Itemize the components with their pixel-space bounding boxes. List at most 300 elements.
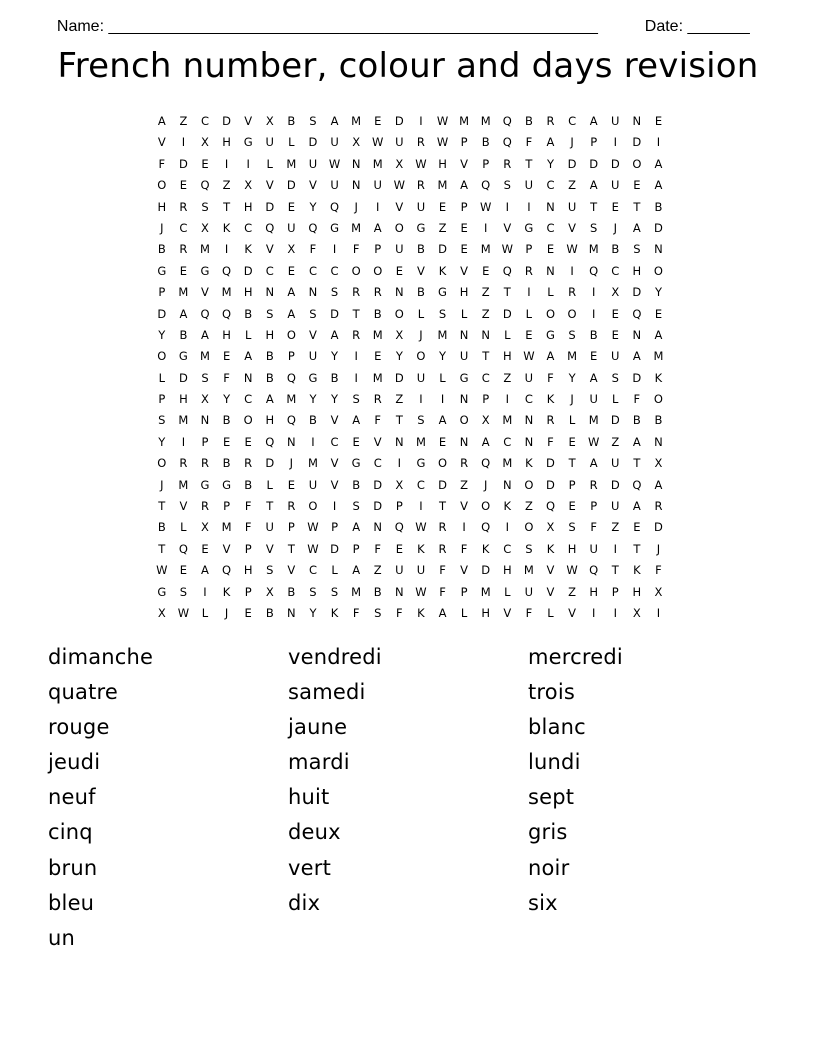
grid-letter[interactable]: R <box>287 499 296 514</box>
grid-letter[interactable]: I <box>570 263 574 278</box>
grid-letter[interactable]: U <box>611 499 620 514</box>
grid-letter[interactable]: V <box>309 327 317 342</box>
grid-letter[interactable]: N <box>632 114 642 128</box>
grid-letter[interactable]: X <box>632 605 641 620</box>
grid-letter[interactable]: V <box>309 178 317 193</box>
grid-letter[interactable]: Q <box>481 456 491 471</box>
grid-letter[interactable]: S <box>330 285 339 300</box>
grid-letter[interactable]: V <box>568 220 577 235</box>
grid-letter[interactable]: A <box>632 349 641 364</box>
grid-letter[interactable]: E <box>611 199 619 214</box>
grid-letter[interactable]: E <box>546 242 555 257</box>
grid-letter[interactable]: B <box>589 327 598 342</box>
grid-letter[interactable]: S <box>438 306 447 321</box>
grid-letter[interactable]: N <box>481 327 490 342</box>
grid-letter[interactable]: F <box>547 370 554 385</box>
grid-letter[interactable]: V <box>503 605 512 620</box>
grid-letter[interactable]: R <box>352 327 361 342</box>
grid-letter[interactable]: A <box>157 114 166 128</box>
grid-letter[interactable]: M <box>437 178 448 193</box>
grid-letter[interactable]: G <box>416 456 426 471</box>
grid-letter[interactable]: Q <box>200 306 210 321</box>
grid-letter[interactable]: T <box>633 199 641 214</box>
grid-letter[interactable]: N <box>459 392 469 407</box>
grid-letter[interactable]: E <box>633 520 641 535</box>
grid-letter[interactable]: E <box>654 114 663 128</box>
grid-letter[interactable]: S <box>201 199 209 214</box>
grid-letter[interactable]: X <box>395 477 404 492</box>
grid-letter[interactable]: G <box>157 263 167 278</box>
name-field[interactable]: _______________________________________________________ <box>108 18 598 35</box>
grid-letter[interactable]: Y <box>309 605 317 620</box>
grid-letter[interactable]: F <box>244 520 252 535</box>
grid-letter[interactable]: W <box>436 135 449 150</box>
grid-letter[interactable]: D <box>265 199 275 214</box>
grid-letter[interactable]: T <box>158 541 166 556</box>
grid-letter[interactable]: H <box>481 605 491 620</box>
grid-letter[interactable]: N <box>502 477 512 492</box>
grid-letter[interactable]: B <box>373 306 382 321</box>
grid-letter[interactable]: L <box>568 413 576 428</box>
grid-letter[interactable]: Y <box>309 199 317 214</box>
grid-letter[interactable]: Q <box>286 370 296 385</box>
grid-letter[interactable]: M <box>588 413 599 428</box>
grid-letter[interactable]: F <box>374 541 382 556</box>
grid-letter[interactable]: I <box>246 156 250 171</box>
grid-letter[interactable]: H <box>567 541 577 556</box>
grid-letter[interactable]: H <box>243 563 253 578</box>
grid-letter[interactable]: W <box>501 242 513 257</box>
grid-letter[interactable]: W <box>480 199 492 214</box>
grid-letter[interactable]: B <box>481 135 490 150</box>
grid-letter[interactable]: R <box>179 242 188 257</box>
grid-letter[interactable]: V <box>201 285 209 300</box>
grid-letter[interactable]: Y <box>395 349 403 364</box>
grid-letter[interactable]: V <box>503 220 512 235</box>
grid-letter[interactable]: I <box>419 114 423 128</box>
grid-letter[interactable]: U <box>524 584 534 599</box>
grid-letter[interactable]: D <box>589 156 599 171</box>
grid-letter[interactable]: I <box>591 306 596 321</box>
grid-letter[interactable]: F <box>590 520 597 535</box>
grid-letter[interactable]: U <box>308 477 318 492</box>
grid-letter[interactable]: S <box>266 563 274 578</box>
grid-letter[interactable]: P <box>244 584 252 599</box>
grid-letter[interactable]: U <box>611 114 620 128</box>
grid-letter[interactable]: F <box>244 499 252 514</box>
grid-letter[interactable]: B <box>265 605 274 620</box>
grid-letter[interactable]: C <box>503 541 512 556</box>
grid-letter[interactable]: M <box>351 220 362 235</box>
grid-letter[interactable]: B <box>352 477 361 492</box>
grid-letter[interactable]: R <box>179 456 188 471</box>
grid-letter[interactable]: U <box>265 520 274 535</box>
grid-letter[interactable]: K <box>222 584 231 599</box>
grid-letter[interactable]: X <box>244 178 253 193</box>
grid-letter[interactable]: O <box>286 327 296 342</box>
grid-letter[interactable]: M <box>502 413 513 428</box>
grid-letter[interactable]: Q <box>308 220 318 235</box>
grid-letter[interactable]: Q <box>394 520 404 535</box>
grid-letter[interactable]: N <box>459 434 469 449</box>
grid-letter[interactable]: N <box>632 327 642 342</box>
grid-letter[interactable]: P <box>568 477 576 492</box>
grid-letter[interactable]: B <box>416 285 425 300</box>
grid-letter[interactable]: A <box>373 220 382 235</box>
grid-letter[interactable]: A <box>481 434 490 449</box>
grid-letter[interactable]: I <box>462 520 466 535</box>
grid-letter[interactable]: I <box>354 349 358 364</box>
grid-letter[interactable]: C <box>244 220 253 235</box>
grid-letter[interactable]: F <box>352 605 360 620</box>
grid-letter[interactable]: L <box>460 605 468 620</box>
grid-letter[interactable]: J <box>570 135 574 150</box>
grid-letter[interactable]: V <box>330 477 339 492</box>
grid-letter[interactable]: D <box>373 499 383 514</box>
grid-letter[interactable]: D <box>567 156 577 171</box>
grid-letter[interactable]: K <box>438 263 447 278</box>
grid-letter[interactable]: D <box>654 220 663 235</box>
grid-letter[interactable]: N <box>200 413 210 428</box>
grid-letter[interactable]: L <box>266 477 273 492</box>
grid-letter[interactable]: C <box>546 178 555 193</box>
grid-letter[interactable]: H <box>502 563 512 578</box>
grid-letter[interactable]: F <box>374 413 382 428</box>
grid-letter[interactable]: L <box>288 135 295 150</box>
grid-letter[interactable]: O <box>394 220 404 235</box>
grid-letter[interactable]: H <box>632 584 642 599</box>
grid-letter[interactable]: D <box>610 156 620 171</box>
grid-letter[interactable]: R <box>373 285 382 300</box>
grid-letter[interactable]: B <box>244 306 253 321</box>
grid-letter[interactable]: C <box>330 434 339 449</box>
grid-letter[interactable]: E <box>482 263 490 278</box>
grid-letter[interactable]: A <box>632 499 641 514</box>
grid-letter[interactable]: I <box>376 199 380 214</box>
grid-letter[interactable]: D <box>178 156 188 171</box>
grid-letter[interactable]: C <box>611 263 620 278</box>
grid-letter[interactable]: N <box>351 178 361 193</box>
grid-letter[interactable]: F <box>223 370 230 385</box>
grid-letter[interactable]: X <box>157 605 166 620</box>
grid-letter[interactable]: S <box>568 327 576 342</box>
grid-letter[interactable]: S <box>309 584 317 599</box>
grid-letter[interactable]: H <box>632 263 642 278</box>
grid-letter[interactable]: R <box>524 263 533 278</box>
grid-letter[interactable]: U <box>373 178 382 193</box>
grid-letter[interactable]: M <box>567 349 578 364</box>
grid-letter[interactable]: D <box>330 306 339 321</box>
grid-letter[interactable]: U <box>589 541 598 556</box>
grid-letter[interactable]: B <box>287 584 296 599</box>
grid-letter[interactable]: U <box>330 135 339 150</box>
grid-letter[interactable]: A <box>654 327 663 342</box>
grid-letter[interactable]: Q <box>222 306 232 321</box>
grid-letter[interactable]: I <box>440 392 445 407</box>
grid-letter[interactable]: I <box>311 434 315 449</box>
grid-letter[interactable]: U <box>459 349 469 364</box>
grid-letter[interactable]: T <box>633 456 641 471</box>
grid-letter[interactable]: U <box>395 563 404 578</box>
grid-letter[interactable]: I <box>656 605 661 620</box>
grid-letter[interactable]: F <box>633 392 641 407</box>
grid-letter[interactable]: O <box>632 156 642 171</box>
grid-letter[interactable]: E <box>374 114 382 128</box>
grid-letter[interactable]: V <box>460 263 469 278</box>
grid-letter[interactable]: C <box>308 263 317 278</box>
grid-letter[interactable]: U <box>611 178 620 193</box>
grid-letter[interactable]: Y <box>158 434 166 449</box>
grid-letter[interactable]: U <box>395 242 404 257</box>
grid-letter[interactable]: Q <box>265 220 275 235</box>
grid-letter[interactable]: H <box>222 135 231 150</box>
grid-letter[interactable]: H <box>265 413 275 428</box>
grid-letter[interactable]: H <box>459 285 469 300</box>
grid-letter[interactable]: R <box>438 541 447 556</box>
grid-letter[interactable]: D <box>546 477 555 492</box>
grid-letter[interactable]: O <box>394 306 404 321</box>
grid-letter[interactable]: O <box>524 477 534 492</box>
grid-letter[interactable]: A <box>589 178 598 193</box>
grid-letter[interactable]: Q <box>481 178 491 193</box>
grid-letter[interactable]: Z <box>611 520 620 535</box>
grid-letter[interactable]: E <box>590 349 598 364</box>
grid-letter[interactable]: S <box>611 370 619 385</box>
grid-letter[interactable]: V <box>265 242 274 257</box>
grid-letter[interactable]: U <box>589 392 598 407</box>
grid-letter[interactable]: M <box>372 370 383 385</box>
grid-letter[interactable]: I <box>484 220 488 235</box>
grid-letter[interactable]: K <box>633 563 641 578</box>
grid-letter[interactable]: G <box>416 220 426 235</box>
grid-letter[interactable]: U <box>308 156 318 171</box>
grid-letter[interactable]: R <box>503 156 512 171</box>
grid-letter[interactable]: D <box>373 477 383 492</box>
grid-letter[interactable]: X <box>654 584 663 599</box>
grid-letter[interactable]: W <box>436 114 449 128</box>
grid-letter[interactable]: P <box>158 392 166 407</box>
grid-letter[interactable]: U <box>265 135 274 150</box>
grid-letter[interactable]: N <box>524 434 534 449</box>
grid-letter[interactable]: W <box>177 605 190 620</box>
grid-letter[interactable]: E <box>438 434 447 449</box>
grid-letter[interactable]: R <box>352 285 361 300</box>
grid-letter[interactable]: H <box>179 392 188 407</box>
grid-letter[interactable]: M <box>351 584 362 599</box>
grid-letter[interactable]: P <box>331 520 339 535</box>
grid-letter[interactable]: Y <box>568 370 576 385</box>
grid-letter[interactable]: B <box>157 520 166 535</box>
grid-letter[interactable]: U <box>567 199 577 214</box>
grid-letter[interactable]: V <box>157 135 166 150</box>
grid-letter[interactable]: D <box>610 477 620 492</box>
grid-letter[interactable]: Q <box>589 563 599 578</box>
grid-letter[interactable]: I <box>181 434 186 449</box>
grid-letter[interactable]: R <box>200 456 209 471</box>
grid-letter[interactable]: O <box>351 263 361 278</box>
grid-letter[interactable]: T <box>352 306 360 321</box>
grid-letter[interactable]: K <box>222 220 231 235</box>
grid-letter[interactable]: G <box>351 456 361 471</box>
grid-letter[interactable]: E <box>179 563 188 578</box>
grid-letter[interactable]: M <box>653 349 664 364</box>
grid-letter[interactable]: W <box>307 541 319 556</box>
grid-letter[interactable]: L <box>525 306 533 321</box>
grid-letter[interactable]: A <box>201 563 209 578</box>
grid-letter[interactable]: T <box>611 563 619 578</box>
grid-letter[interactable]: N <box>395 285 404 300</box>
grid-letter[interactable]: Z <box>373 563 382 578</box>
grid-letter[interactable]: A <box>654 178 663 193</box>
grid-letter[interactable]: Z <box>481 306 490 321</box>
grid-letter[interactable]: Q <box>200 178 210 193</box>
grid-letter[interactable]: Y <box>654 285 662 300</box>
grid-letter[interactable]: R <box>373 392 382 407</box>
grid-letter[interactable]: I <box>591 605 596 620</box>
grid-letter[interactable]: M <box>351 114 362 128</box>
grid-letter[interactable]: E <box>611 306 619 321</box>
grid-letter[interactable]: L <box>331 563 338 578</box>
grid-letter[interactable]: D <box>265 456 275 471</box>
grid-letter[interactable]: L <box>439 370 446 385</box>
grid-letter[interactable]: N <box>351 156 361 171</box>
grid-letter[interactable]: A <box>589 456 598 471</box>
grid-letter[interactable]: V <box>460 563 469 578</box>
grid-letter[interactable]: V <box>395 199 404 214</box>
grid-letter[interactable]: L <box>504 584 511 599</box>
grid-letter[interactable]: O <box>157 178 167 193</box>
grid-letter[interactable]: U <box>611 456 620 471</box>
grid-letter[interactable]: N <box>524 413 534 428</box>
grid-letter[interactable]: S <box>374 605 382 620</box>
grid-letter[interactable]: U <box>395 135 404 150</box>
grid-letter[interactable]: E <box>287 199 295 214</box>
grid-letter[interactable]: N <box>265 285 275 300</box>
grid-letter[interactable]: C <box>481 370 490 385</box>
grid-letter[interactable]: E <box>179 178 188 193</box>
grid-letter[interactable]: K <box>481 541 490 556</box>
grid-letter[interactable]: W <box>566 563 578 578</box>
grid-letter[interactable]: U <box>330 178 339 193</box>
grid-letter[interactable]: C <box>503 434 512 449</box>
grid-letter[interactable]: A <box>546 349 555 364</box>
grid-letter[interactable]: P <box>223 499 231 514</box>
grid-letter[interactable]: S <box>568 520 576 535</box>
grid-letter[interactable]: M <box>459 114 470 128</box>
grid-letter[interactable]: S <box>417 413 425 428</box>
grid-letter[interactable]: A <box>352 520 361 535</box>
grid-letter[interactable]: E <box>525 327 533 342</box>
grid-letter[interactable]: T <box>568 456 576 471</box>
grid-letter[interactable]: O <box>545 306 556 321</box>
grid-letter[interactable]: E <box>201 541 209 556</box>
grid-letter[interactable]: C <box>416 477 425 492</box>
grid-letter[interactable]: P <box>482 156 490 171</box>
grid-letter[interactable]: X <box>395 156 404 171</box>
grid-letter[interactable]: W <box>393 178 406 193</box>
grid-letter[interactable]: H <box>157 199 167 214</box>
grid-letter[interactable]: L <box>158 370 165 385</box>
grid-letter[interactable]: X <box>654 456 663 471</box>
grid-letter[interactable]: E <box>222 349 231 364</box>
grid-letter[interactable]: A <box>352 563 361 578</box>
grid-letter[interactable]: D <box>438 242 447 257</box>
grid-letter[interactable]: M <box>200 242 210 257</box>
grid-letter[interactable]: M <box>415 434 426 449</box>
grid-letter[interactable]: W <box>156 563 168 578</box>
grid-letter[interactable]: Z <box>179 114 188 128</box>
grid-letter[interactable]: D <box>157 306 167 321</box>
grid-letter[interactable]: M <box>502 456 513 471</box>
grid-letter[interactable]: P <box>201 434 209 449</box>
grid-letter[interactable]: G <box>200 263 210 278</box>
grid-letter[interactable]: L <box>266 156 273 171</box>
grid-letter[interactable]: E <box>352 434 360 449</box>
grid-letter[interactable]: G <box>157 584 167 599</box>
grid-letter[interactable]: U <box>524 370 534 385</box>
grid-letter[interactable]: E <box>244 605 252 620</box>
grid-letter[interactable]: T <box>266 499 274 514</box>
grid-letter[interactable]: I <box>181 135 186 150</box>
grid-letter[interactable]: A <box>438 413 447 428</box>
grid-letter[interactable]: N <box>459 327 469 342</box>
grid-letter[interactable]: D <box>502 306 512 321</box>
grid-letter[interactable]: S <box>590 220 598 235</box>
grid-letter[interactable]: I <box>419 392 423 407</box>
grid-letter[interactable]: M <box>286 156 297 171</box>
grid-letter[interactable]: I <box>591 285 596 300</box>
grid-letter[interactable]: M <box>178 413 189 428</box>
grid-letter[interactable]: U <box>524 178 534 193</box>
grid-letter[interactable]: F <box>352 242 360 257</box>
grid-letter[interactable]: O <box>481 499 491 514</box>
grid-letter[interactable]: I <box>203 584 207 599</box>
grid-letter[interactable]: N <box>287 605 296 620</box>
grid-letter[interactable]: I <box>656 135 661 150</box>
grid-letter[interactable]: M <box>307 456 318 471</box>
grid-letter[interactable]: W <box>566 242 578 257</box>
grid-letter[interactable]: Q <box>545 499 556 514</box>
grid-letter[interactable]: Y <box>223 392 231 407</box>
grid-letter[interactable]: E <box>568 499 576 514</box>
grid-letter[interactable]: Y <box>439 349 447 364</box>
grid-letter[interactable]: T <box>525 156 533 171</box>
grid-letter[interactable]: G <box>243 135 253 150</box>
grid-letter[interactable]: Z <box>524 499 533 514</box>
grid-letter[interactable]: R <box>568 285 577 300</box>
grid-letter[interactable]: E <box>460 242 468 257</box>
grid-letter[interactable]: S <box>158 413 166 428</box>
grid-letter[interactable]: T <box>482 349 490 364</box>
grid-letter[interactable]: D <box>438 477 447 492</box>
grid-letter[interactable]: T <box>158 499 166 514</box>
grid-letter[interactable]: E <box>460 220 468 235</box>
grid-letter[interactable]: D <box>286 178 296 193</box>
grid-letter[interactable]: S <box>266 306 274 321</box>
grid-letter[interactable]: K <box>546 392 555 407</box>
grid-letter[interactable]: Z <box>460 477 469 492</box>
grid-letter[interactable]: K <box>417 605 425 620</box>
grid-letter[interactable]: I <box>527 285 531 300</box>
grid-letter[interactable]: I <box>332 242 337 257</box>
grid-letter[interactable]: O <box>157 456 167 471</box>
grid-letter[interactable]: S <box>503 178 511 193</box>
grid-letter[interactable]: G <box>459 370 469 385</box>
grid-letter[interactable]: B <box>179 327 188 342</box>
grid-letter[interactable]: E <box>438 199 447 214</box>
grid-letter[interactable]: B <box>222 413 231 428</box>
grid-letter[interactable]: S <box>330 584 339 599</box>
